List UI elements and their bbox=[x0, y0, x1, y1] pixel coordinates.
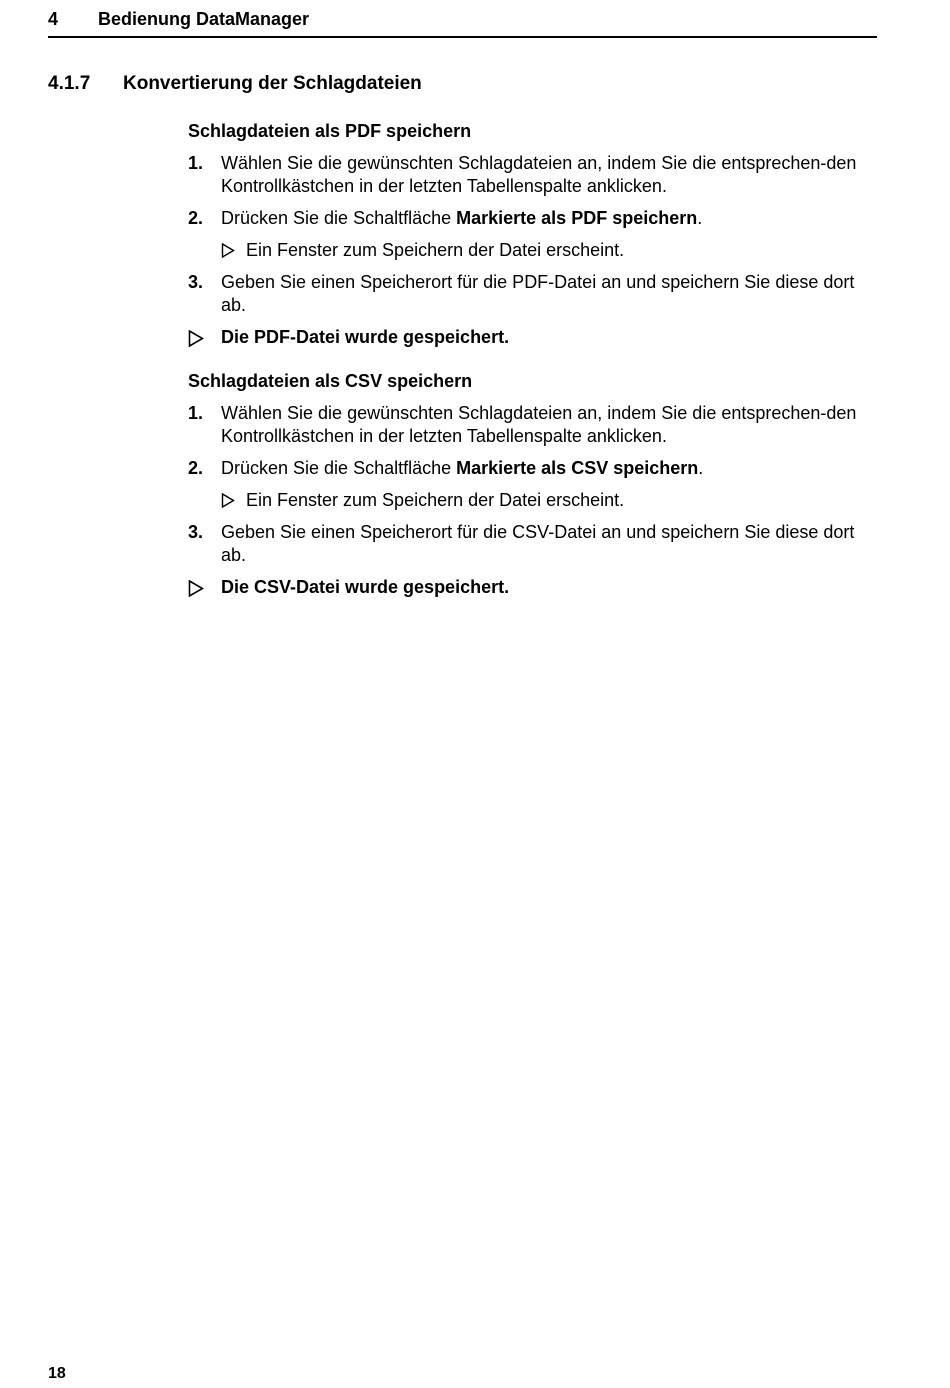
page-header bbox=[48, 6, 877, 38]
section-title: Konvertierung der Schlagdateien bbox=[123, 73, 422, 94]
step-number: 2. bbox=[188, 458, 204, 478]
step-text-suffix: . bbox=[698, 458, 704, 478]
triangle-right-outline-icon bbox=[221, 239, 246, 262]
pdf-step-2 bbox=[188, 207, 878, 230]
section-number: 4.1.7 bbox=[48, 73, 91, 94]
step-text: Geben Sie einen Speicherort für die CSV-Datei an und speichern Sie diese dort ab. bbox=[221, 522, 855, 565]
step-text: Geben Sie einen Speicherort für die PDF-Datei an und speichern Sie diese dort ab. bbox=[221, 272, 855, 315]
pdf-subheading: Schlagdateien als PDF speichern bbox=[188, 121, 472, 141]
step-number: 2. bbox=[188, 208, 204, 228]
step-text bbox=[221, 207, 878, 230]
pdf-final-result bbox=[188, 326, 878, 349]
triangle-right-outline-icon bbox=[221, 489, 246, 512]
csv-step-2 bbox=[188, 457, 878, 480]
pdf-step-2-result bbox=[221, 239, 878, 262]
step-text: Wählen Sie die gewünschten Schlagdateien an, indem Sie die entsprechen-den Kontrollkästchen in der letzten Tabellenspalte anklicken. bbox=[221, 153, 857, 196]
final-result-text: Die CSV-Datei wurde gespeichert. bbox=[221, 577, 510, 597]
step-number: 1. bbox=[188, 153, 204, 173]
csv-step-3 bbox=[188, 521, 878, 567]
csv-subheading: Schlagdateien als CSV speichern bbox=[188, 371, 473, 391]
result-text: Ein Fenster zum Speichern der Datei erscheint. bbox=[246, 240, 625, 260]
step-text-prefix: Drücken Sie die Schaltfläche bbox=[221, 208, 457, 228]
page-number: 18 bbox=[48, 1365, 66, 1382]
csv-step-1 bbox=[188, 402, 878, 448]
pdf-step-1 bbox=[188, 152, 878, 198]
chapter-number: 4 bbox=[48, 9, 59, 29]
chapter-title: Bedienung DataManager bbox=[98, 9, 310, 29]
csv-step-2-result bbox=[221, 489, 878, 512]
step-text-prefix: Drücken Sie die Schaltfläche bbox=[221, 458, 457, 478]
button-name-reference: Markierte als CSV speichern bbox=[456, 458, 699, 478]
step-text: Wählen Sie die gewünschten Schlagdateien an, indem Sie die entsprechen-den Kontrollkästchen in der letzten Tabellenspalte anklicken. bbox=[221, 403, 857, 446]
instructions-content bbox=[188, 120, 878, 608]
pdf-step-3 bbox=[188, 271, 878, 317]
step-text-suffix: . bbox=[697, 208, 703, 228]
triangle-right-outline-icon bbox=[188, 326, 221, 349]
final-result-text: Die PDF-Datei wurde gespeichert. bbox=[221, 327, 510, 347]
step-text bbox=[221, 457, 878, 480]
step-number: 3. bbox=[188, 272, 204, 292]
step-number: 1. bbox=[188, 403, 204, 423]
step-number: 3. bbox=[188, 522, 204, 542]
triangle-right-outline-icon bbox=[188, 576, 221, 599]
button-name-reference: Markierte als PDF speichern bbox=[456, 208, 698, 228]
result-text: Ein Fenster zum Speichern der Datei erscheint. bbox=[246, 490, 625, 510]
csv-final-result bbox=[188, 576, 878, 599]
